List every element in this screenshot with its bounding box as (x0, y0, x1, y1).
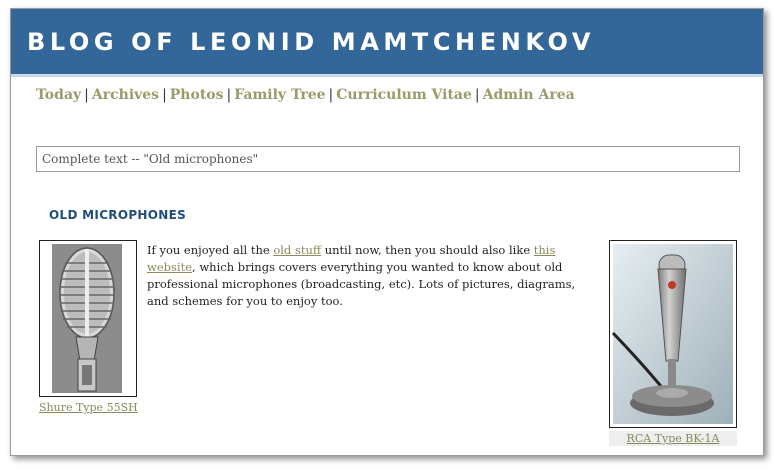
nav-separator: | (84, 87, 89, 103)
rca-caption-link[interactable]: RCA Type BK-1A (609, 431, 737, 446)
nav-admin-area-link[interactable]: Admin Area (482, 87, 575, 103)
post-text-segment: If you enjoyed all the (147, 243, 274, 257)
nav-curriculum-vitae-link[interactable]: Curriculum Vitae (336, 87, 472, 103)
nav-archives-link[interactable]: Archives (91, 87, 160, 103)
site-header (11, 9, 763, 77)
shure-caption-link[interactable]: Shure Type 55SH (39, 401, 138, 414)
browser-page (10, 8, 764, 456)
breadcrumb: Complete text -- "Old microphones" (36, 146, 740, 172)
main-nav (36, 87, 575, 103)
nav-separator: | (474, 87, 480, 103)
nav-separator: | (226, 87, 232, 103)
blog-title: BLOG OF LEONID MAMTCHENKOV (27, 28, 596, 56)
nav-photos-link[interactable]: Photos (169, 87, 224, 103)
nav-today-link[interactable]: Today (36, 87, 82, 103)
post-title: OLD MICROPHONES (49, 208, 187, 222)
nav-separator: | (162, 87, 167, 103)
old-stuff-link[interactable]: old stuff (273, 243, 322, 257)
shure-microphone-picture (40, 241, 136, 396)
nav-separator: | (328, 87, 334, 103)
post-text-segment: until now, then you should also like (321, 243, 534, 257)
rca-microphone-image[interactable] (609, 240, 737, 428)
nav-family-tree-link[interactable]: Family Tree (234, 87, 326, 103)
post-body (147, 242, 597, 310)
rca-microphone-picture (610, 241, 736, 427)
shure-microphone-image[interactable] (39, 240, 137, 397)
post-text-segment: , which brings covers everything you wanted to know about old professional microphones (broadcasting, etc). Lots of pictures, diagrams, and schemes for you to enjoy too. (147, 260, 576, 308)
this-website-link[interactable]: this website (147, 243, 556, 274)
